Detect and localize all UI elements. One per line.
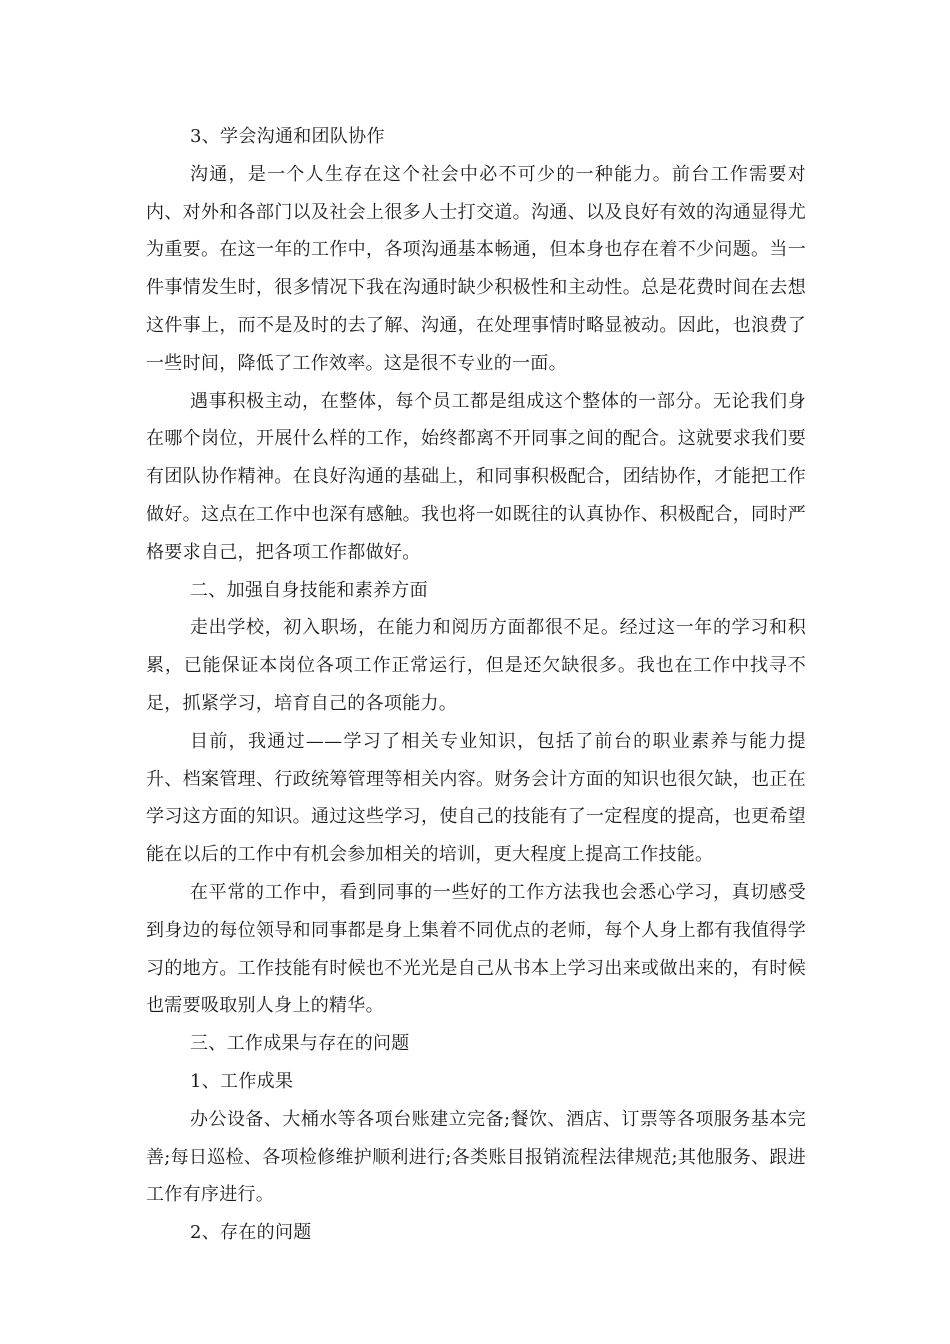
body-paragraph: 目前，我通过——学习了相关专业知识，包括了前台的职业素养与能力提升、档案管理、行政统筹管理等相关内容。财务会计方面的知识也很欠缺，也正在学习这方面的知识。通过这些学习，使自己的技能有了一定程度的提高，也更希望能在以后的工作中有机会参加相关的培训，更大程度上提高工作技能。 [146, 730, 806, 866]
body-paragraph: 走出学校，初入职场，在能力和阅历方面都很不足。经过这一年的学习和积累，已能保证本岗位各项工作正常运行，但是还欠缺很多。我也在工作中找寻不足，抓紧学习，培育自己的各项能力。 [146, 617, 806, 714]
document-body [146, 118, 806, 1252]
section-heading: 二、加强自身技能和素养方面 [190, 579, 428, 601]
section-heading: 3、学会沟通和团队协作 [190, 126, 385, 147]
body-paragraph: 在平常的工作中，看到同事的一些好的工作方法我也会悉心学习，真切感受到身边的每位领导和同事都是身上集着不同优点的老师，每个人身上都有我值得学习的地方。工作技能有时候也不光光是自己从书本上学习出来或做出来的，有时候也需要吸取别人身上的精华。 [146, 881, 806, 1017]
body-paragraph: 办公设备、大桶水等各项台账建立完备;餐饮、酒店、订票等各项服务基本完善;每日巡检、各项检修维护顺利进行;各类账目报销流程法律规范;其他服务、跟进工作有序进行。 [146, 1108, 806, 1206]
subsection-heading: 2、存在的问题 [190, 1222, 312, 1244]
section-heading: 三、工作成果与存在的问题 [190, 1033, 410, 1055]
subsection-heading: 1、工作成果 [190, 1070, 294, 1092]
body-paragraph: 沟通，是一个人生存在这个社会中必不可少的一种能力。前台工作需要对内、对外和各部门以及社会上很多人士打交道。沟通、以及良好有效的沟通显得尤为重要。在这一年的工作中，各项沟通基本畅通，但本身也存在着不少问题。当一件事情发生时，很多情况下我在沟通时缺少积极性和主动性。总是花费时间在去想这件事上，而不是及时的去了解、沟通，在处理事情时略显被动。因此，也浪费了一些时间，降低了工作效率。这是很不专业的一面。 [146, 163, 806, 374]
body-paragraph: 遇事积极主动，在整体，每个员工都是组成这个整体的一部分。无论我们身在哪个岗位，开展什么样的工作，始终都离不开同事之间的配合。这就要求我们要有团队协作精神。在良好沟通的基础上，和同事积极配合，团结协作，才能把工作做好。这点在工作中也深有感触。我也将一如既往的认真协作、积极配合，同时严格要求自己，把各项工作都做好。 [146, 390, 806, 563]
